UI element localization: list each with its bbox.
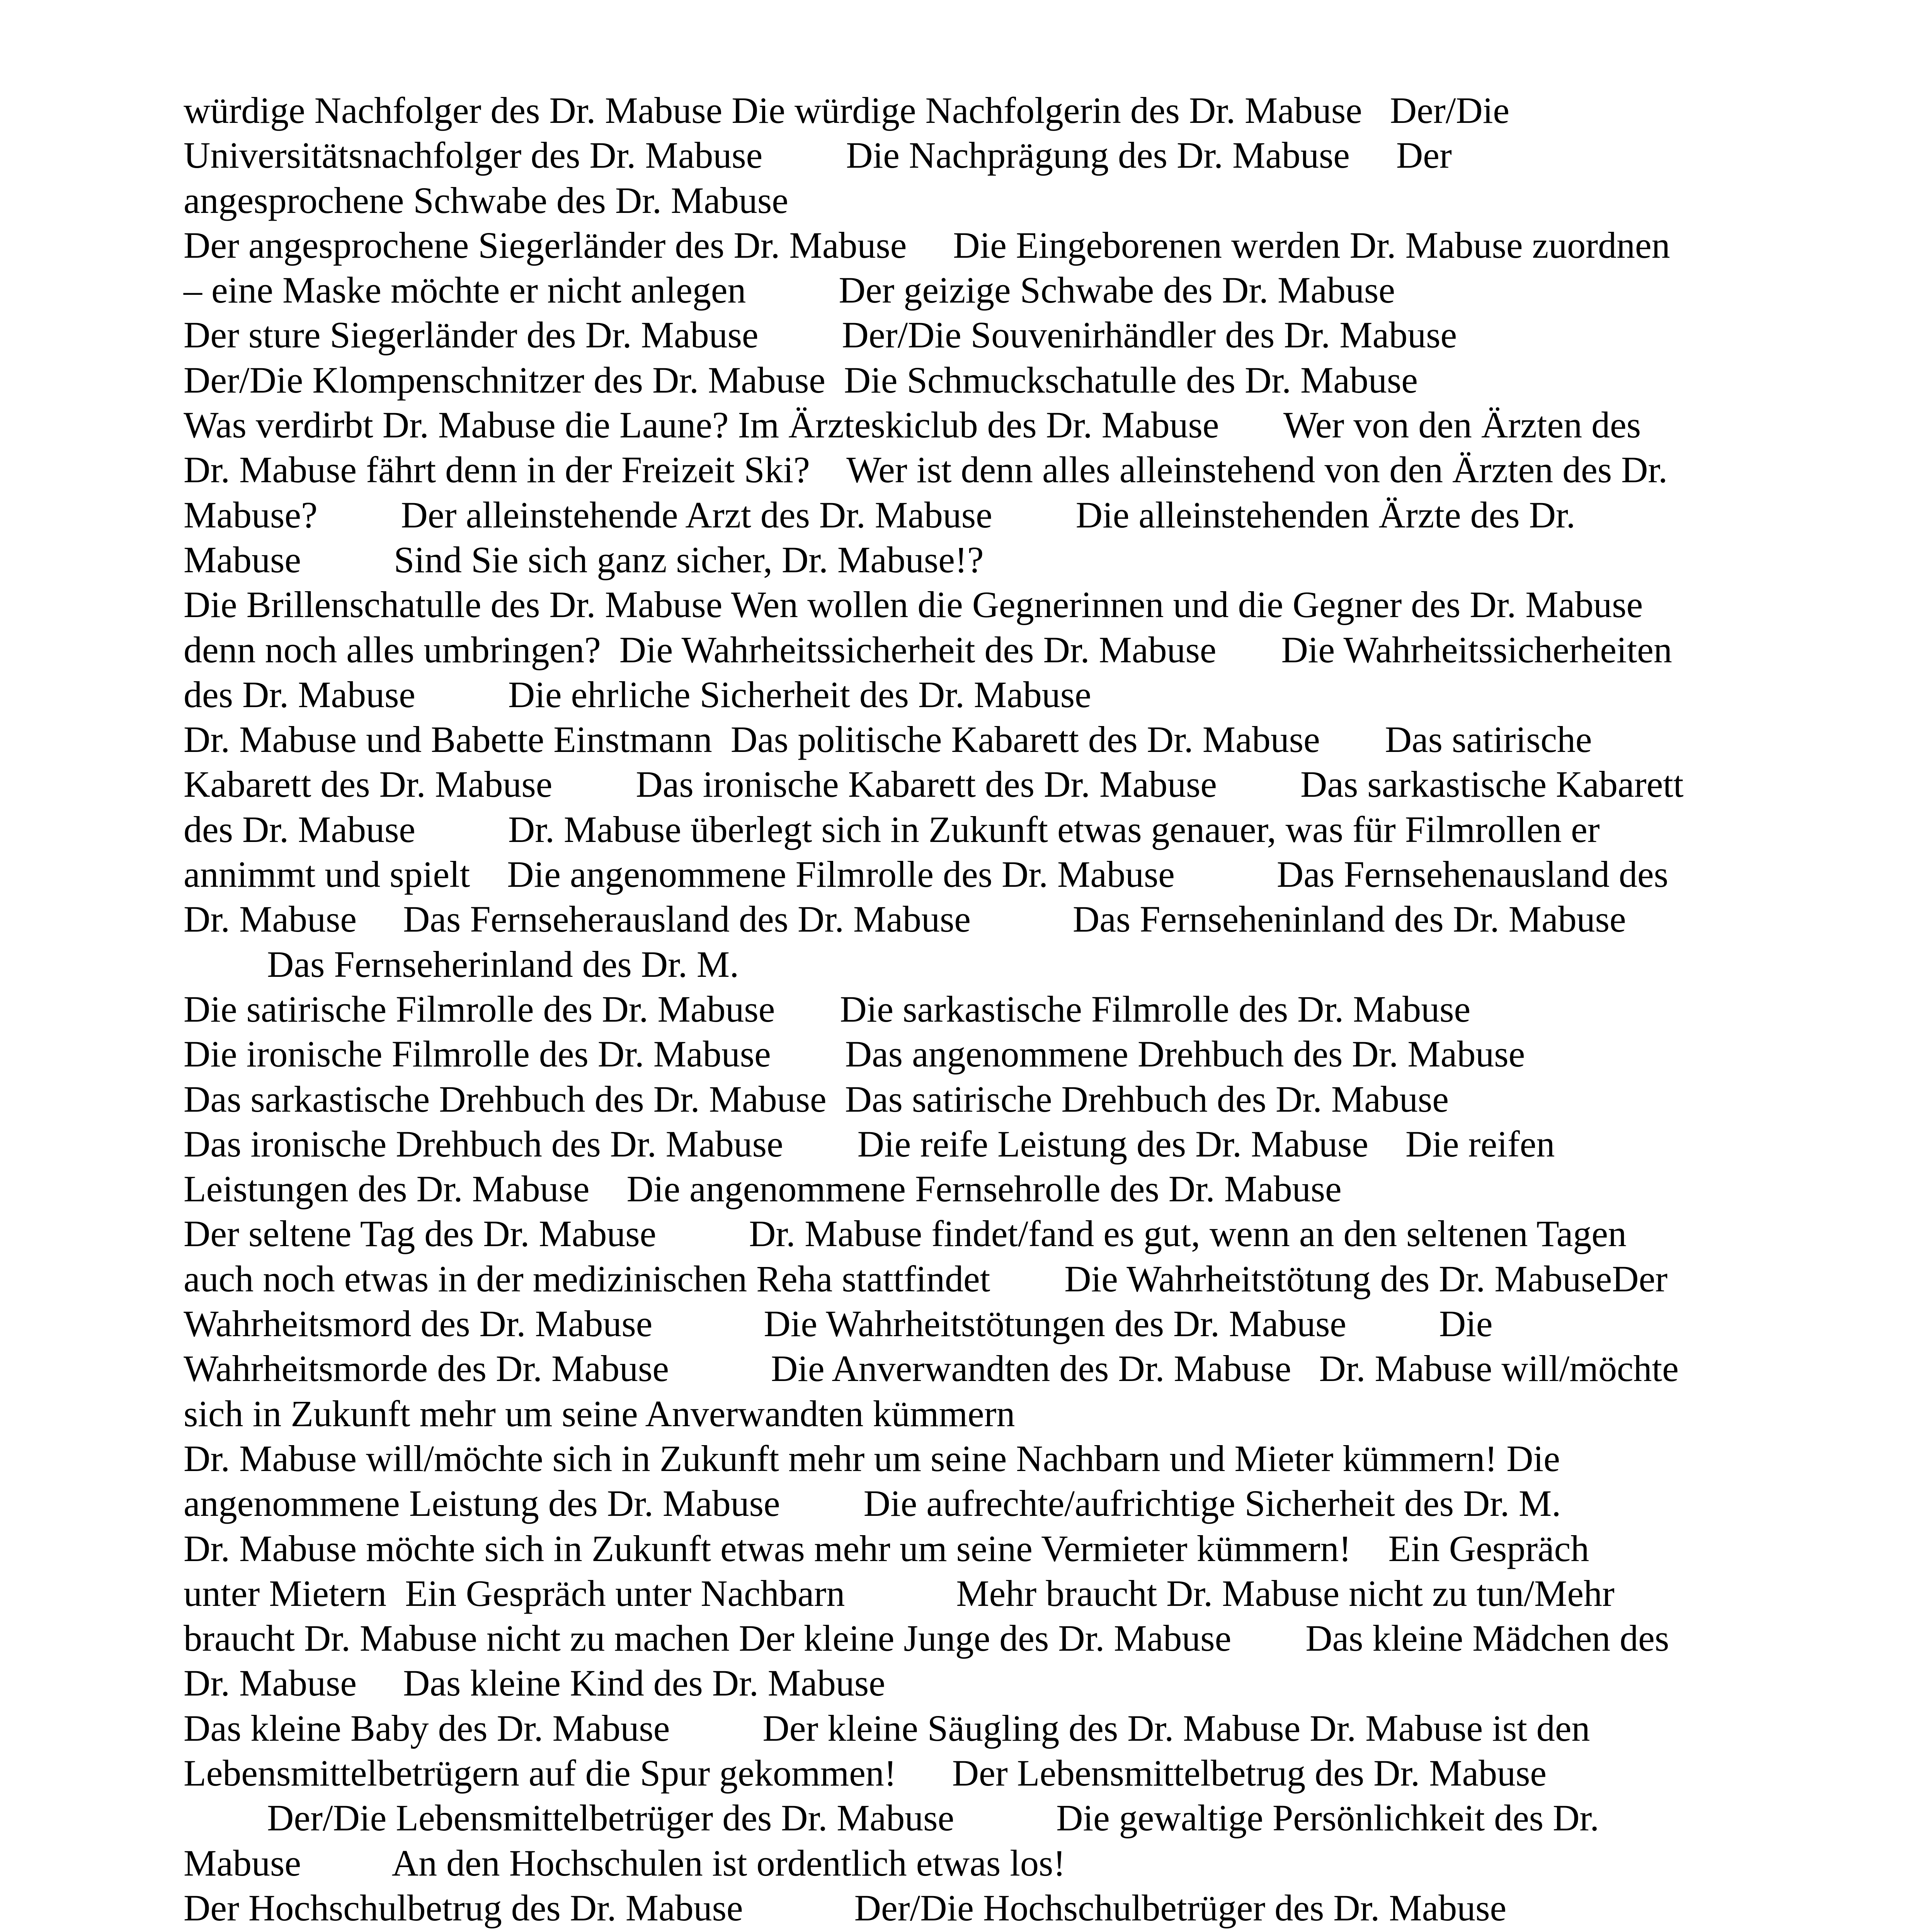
text-line: würdige Nachfolger des Dr. Mabuse Die würdige Nachfolgerin des Dr. Mabuse Der/Die bbox=[184, 90, 1509, 131]
text-line: Dr. Mabuse und Babette Einstmann Das politische Kabarett des Dr. Mabuse Das satirische bbox=[184, 719, 1592, 760]
text-line: Der/Die Lebensmittelbetrüger des Dr. Mabuse Die gewaltige Persönlichkeit des Dr. bbox=[184, 1797, 1600, 1839]
text-line: Die ironische Filmrolle des Dr. Mabuse Das angenommene Drehbuch des Dr. Mabuse bbox=[184, 1033, 1525, 1075]
text-line: Wahrheitsmorde des Dr. Mabuse Die Anverwandten des Dr. Mabuse Dr. Mabuse will/möchte bbox=[184, 1348, 1679, 1389]
text-line: unter Mietern Ein Gespräch unter Nachbarn Mehr braucht Dr. Mabuse nicht zu tun/Mehr bbox=[184, 1572, 1615, 1614]
text-line: braucht Dr. Mabuse nicht zu machen Der kleine Junge des Dr. Mabuse Das kleine Mädchen des bbox=[184, 1617, 1669, 1659]
text-line: des Dr. Mabuse Dr. Mabuse überlegt sich in Zukunft etwas genauer, was für Filmrollen er bbox=[184, 808, 1600, 850]
text-line: Dr. Mabuse fährt denn in der Freizeit Ski? Wer ist denn alles alleinstehend von den Ärzten des Dr. bbox=[184, 449, 1668, 491]
text-line: Der Hochschulbetrug des Dr. Mabuse Der/Die Hochschulbetrüger des Dr. Mabuse bbox=[184, 1887, 1507, 1929]
text-line: Dr. Mabuse möchte sich in Zukunft etwas mehr um seine Vermieter kümmern! Ein Gespräch bbox=[184, 1527, 1589, 1569]
text-line: Der/Die Klompenschnitzer des Dr. Mabuse Die Schmuckschatulle des Dr. Mabuse bbox=[184, 359, 1418, 401]
text-line: Das sarkastische Drehbuch des Dr. Mabuse Das satirische Drehbuch des Dr. Mabuse bbox=[184, 1078, 1449, 1120]
text-line: Mabuse? Der alleinstehende Arzt des Dr. Mabuse Die alleinstehenden Ärzte des Dr. bbox=[184, 494, 1576, 536]
text-line: denn noch alles umbringen? Die Wahrheitssicherheit des Dr. Mabuse Die Wahrheitssicherheiten bbox=[184, 629, 1672, 670]
text-line: Mabuse Sind Sie sich ganz sicher, Dr. Mabuse!? bbox=[184, 539, 984, 580]
text-line: Der sture Siegerländer des Dr. Mabuse Der/Die Souvenirhändler des Dr. Mabuse bbox=[184, 314, 1457, 356]
text-line: Das kleine Baby des Dr. Mabuse Der kleine Säugling des Dr. Mabuse Dr. Mabuse ist den bbox=[184, 1707, 1590, 1749]
text-line: Der angesprochene Siegerländer des Dr. Mabuse Die Eingeborenen werden Dr. Mabuse zuordnen bbox=[184, 224, 1670, 266]
text-line: Lebensmittelbetrügern auf die Spur gekommen! Der Lebensmittelbetrug des Dr. Mabuse bbox=[184, 1752, 1547, 1794]
text-line: auch noch etwas in der medizinischen Reha stattfindet Die Wahrheitstötung des Dr. MabuseDer bbox=[184, 1258, 1668, 1299]
text-line: annimmt und spielt Die angenommene Filmrolle des Dr. Mabuse Das Fernsehenausland des bbox=[184, 854, 1668, 895]
text-line: Kabarett des Dr. Mabuse Das ironische Kabarett des Dr. Mabuse Das sarkastische Kabarett bbox=[184, 764, 1684, 805]
text-line: Mabuse An den Hochschulen ist ordentlich etwas los! bbox=[184, 1842, 1066, 1884]
text-line: Das Fernseherinland des Dr. M. bbox=[184, 943, 739, 985]
text-line: angesprochene Schwabe des Dr. Mabuse bbox=[184, 179, 788, 221]
text-line: Der seltene Tag des Dr. Mabuse Dr. Mabuse findet/fand es gut, wenn an den seltenen Tagen bbox=[184, 1213, 1627, 1255]
text-line: Die Brillenschatulle des Dr. Mabuse Wen wollen die Gegnerinnen und die Gegner des Dr. Mabuse bbox=[184, 584, 1643, 626]
text-line: Die satirische Filmrolle des Dr. Mabuse Die sarkastische Filmrolle des Dr. Mabuse bbox=[184, 988, 1471, 1030]
document-body-text bbox=[184, 88, 1756, 1932]
text-line: Universitätsnachfolger des Dr. Mabuse Die Nachprägung des Dr. Mabuse Der bbox=[184, 134, 1452, 176]
text-line: Dr. Mabuse will/möchte sich in Zukunft mehr um seine Nachbarn und Mieter kümmern! Die bbox=[184, 1437, 1560, 1479]
text-line: – eine Maske möchte er nicht anlegen Der geizige Schwabe des Dr. Mabuse bbox=[184, 269, 1395, 311]
text-line: Was verdirbt Dr. Mabuse die Laune? Im Ärzteskiclub des Dr. Mabuse Wer von den Ärzten des bbox=[184, 404, 1641, 446]
text-line: des Dr. Mabuse Die ehrliche Sicherheit des Dr. Mabuse bbox=[184, 673, 1091, 715]
text-line: Dr. Mabuse Das Fernseherausland des Dr. Mabuse Das Fernseheninland des Dr. Mabuse bbox=[184, 898, 1626, 940]
text-line bbox=[184, 1930, 1756, 1932]
text-line: angenommene Leistung des Dr. Mabuse Die aufrechte/aufrichtige Sicherheit des Dr. M. bbox=[184, 1483, 1561, 1524]
text-line: sich in Zukunft mehr um seine Anverwandten kümmern bbox=[184, 1393, 1015, 1434]
text-line: Wahrheitsmord des Dr. Mabuse Die Wahrheitstötungen des Dr. Mabuse Die bbox=[184, 1303, 1493, 1345]
text-line: Dr. Mabuse Das kleine Kind des Dr. Mabuse bbox=[184, 1662, 885, 1704]
text-line: Das ironische Drehbuch des Dr. Mabuse Die reife Leistung des Dr. Mabuse Die reifen bbox=[184, 1123, 1555, 1165]
text-line: Leistungen des Dr. Mabuse Die angenommene Fernsehrolle des Dr. Mabuse bbox=[184, 1168, 1342, 1210]
